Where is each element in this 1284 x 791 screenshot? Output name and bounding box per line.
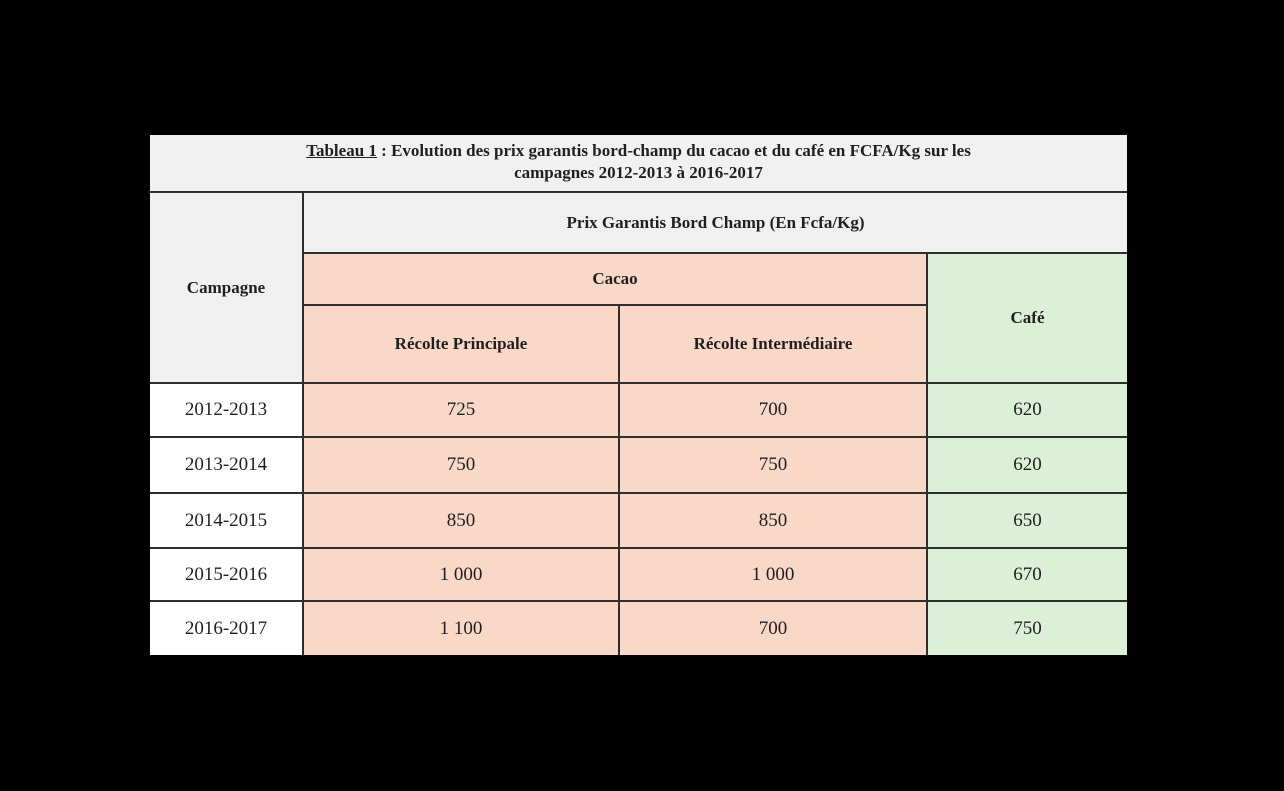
cell-intermediaire: 850 <box>619 493 927 548</box>
cell-cafe: 750 <box>927 601 1127 655</box>
caption-label: Tableau 1 <box>306 141 377 160</box>
cell-campagne: 2016-2017 <box>150 601 303 655</box>
cell-principale: 725 <box>303 383 619 437</box>
header-group: Prix Garantis Bord Champ (En Fcfa/Kg) <box>303 193 1127 253</box>
caption-text: : Evolution des prix garantis bord-champ du cacao et du café en FCFA/Kg sur les <box>376 141 971 160</box>
header-campagne: Campagne <box>150 193 303 383</box>
cell-principale: 750 <box>303 437 619 493</box>
cell-cafe: 650 <box>927 493 1127 548</box>
price-table <box>150 193 1127 655</box>
cell-cafe: 620 <box>927 437 1127 493</box>
cell-cafe: 620 <box>927 383 1127 437</box>
cell-intermediaire: 1 000 <box>619 548 927 601</box>
cell-principale: 1 000 <box>303 548 619 601</box>
cell-intermediaire: 750 <box>619 437 927 493</box>
table-row <box>150 548 1127 601</box>
cell-principale: 850 <box>303 493 619 548</box>
header-recolte-principale: Récolte Principale <box>303 305 619 383</box>
cell-campagne: 2013-2014 <box>150 437 303 493</box>
table-row <box>150 383 1127 437</box>
header-recolte-intermediaire: Récolte Intermédiaire <box>619 305 927 383</box>
table-row <box>150 601 1127 655</box>
cell-intermediaire: 700 <box>619 383 927 437</box>
header-cafe: Café <box>927 253 1127 383</box>
header-cacao: Cacao <box>303 253 927 305</box>
cell-campagne: 2015-2016 <box>150 548 303 601</box>
table-row <box>150 437 1127 493</box>
cell-campagne: 2014-2015 <box>150 493 303 548</box>
cell-principale: 1 100 <box>303 601 619 655</box>
cell-intermediaire: 700 <box>619 601 927 655</box>
price-table-frame <box>150 135 1127 655</box>
cell-cafe: 670 <box>927 548 1127 601</box>
cell-campagne: 2012-2013 <box>150 383 303 437</box>
caption-text-line2: campagnes 2012-2013 à 2016-2017 <box>514 163 763 182</box>
table-caption <box>150 135 1127 193</box>
table-row <box>150 493 1127 548</box>
header-row-1 <box>150 193 1127 253</box>
